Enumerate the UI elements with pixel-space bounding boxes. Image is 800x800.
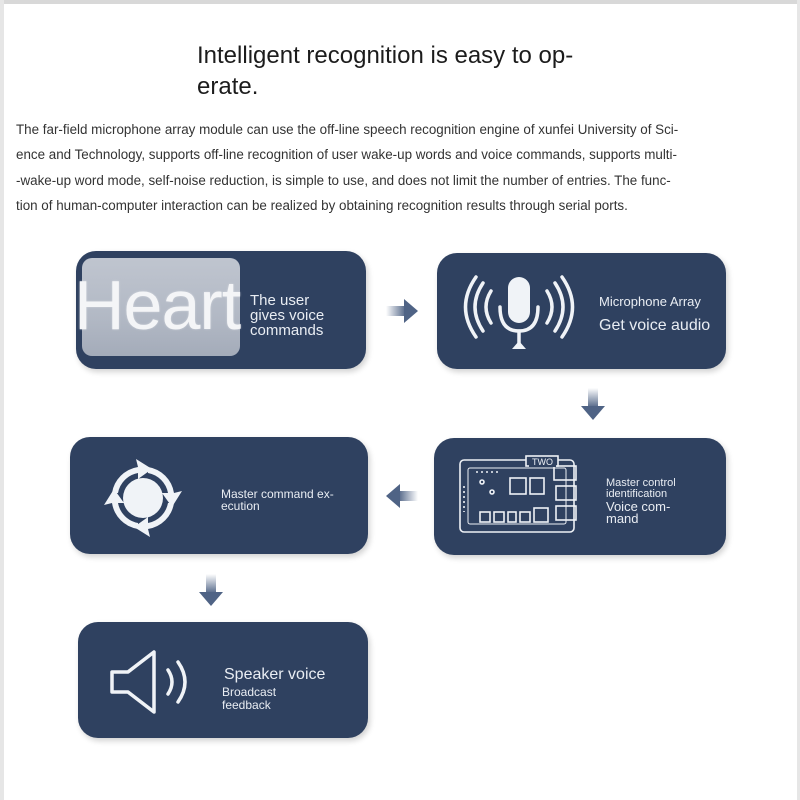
card-master-control [434,438,726,555]
card-microphone-array [437,253,726,369]
arrow-right-icon [384,296,422,326]
user-line-3: commands [250,322,324,339]
microphone-waves-icon [463,273,575,360]
headline: Intelligent recognition is easy to op- erate. [197,42,574,100]
master-line-2: ecution [221,499,260,513]
control-sub-line-1: Voice com- [606,499,671,514]
top-border [0,0,800,4]
speaker-title: Speaker voice [224,666,326,683]
board-label: TWO [529,458,556,467]
user-line-1: The user [250,292,310,309]
watermark-word: Heart [74,266,241,344]
control-sub-line-2: mand [606,511,639,526]
arrow-down-icon [196,572,226,610]
control-line-1: Master control [606,477,676,489]
master-line-1: Master command ex- [221,487,334,501]
circuit-board-icon [456,452,582,541]
rotate-arrows-icon [98,453,188,548]
speaker-line-1: Broadcast [222,685,277,699]
intro-paragraph: The far-field microphone array module can use the off-line speech recognition engine of xunfei University of Sci- ence and Technology, supports off-line recognition of user wake-up words and voice commands, supports multi- -wake-up word mode, self-noise reduction, is simple to use, and does not limit the number of entries. The func- tion of human-computer interaction can be realized by obtaining recognition results through serial ports. [16,122,679,213]
card-master-command [70,437,368,554]
card-speaker-voice [78,622,368,738]
control-line-2: identification [606,488,668,500]
user-line-2: gives voice [250,307,325,324]
speaker-sound-icon [108,646,200,723]
mic-title: Microphone Array [599,294,701,309]
speaker-line-2: feedback [222,698,271,712]
arrow-left-icon [382,481,420,511]
left-border [0,0,4,800]
arrow-down-icon [578,386,608,424]
mic-subtitle: Get voice audio [599,317,711,334]
